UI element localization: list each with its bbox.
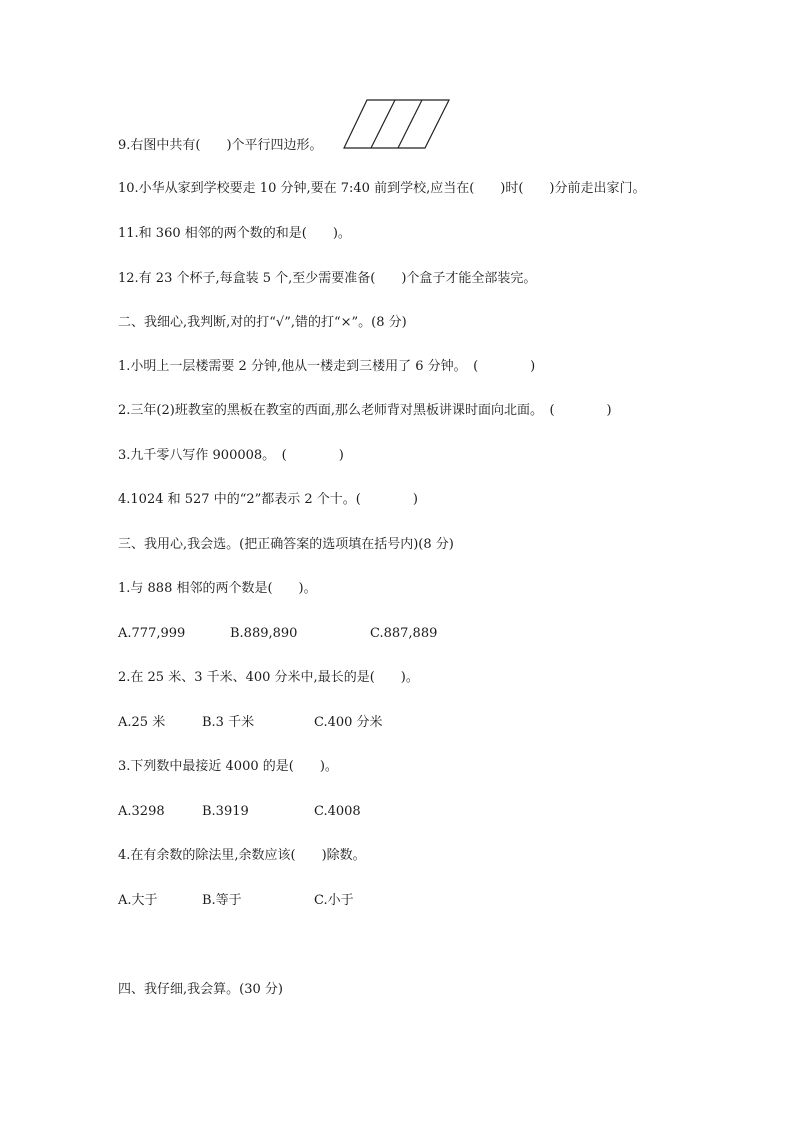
question-12: 12.有 23 个杯子,每盒装 5 个,至少需要准备( )个盒子才能全部装完。 bbox=[118, 271, 537, 286]
question-10: 10.小华从家到学校要走 10 分钟,要在 7:40 前到学校,应当在( )时( )分前走出家门。 bbox=[118, 181, 646, 196]
judge-question-1: 1.小明上一层楼需要 2 分钟,他从一楼走到三楼用了 6 分钟。 ( ) bbox=[118, 359, 536, 374]
option-c: C.4008 bbox=[314, 804, 361, 819]
option-a: A.大于 bbox=[118, 893, 158, 908]
question-9: 9.右图中共有( )个平行四边形。 bbox=[118, 138, 323, 153]
section-3-heading: 三、我用心,我会选。(把正确答案的选项填在括号内)(8 分) bbox=[118, 537, 454, 552]
choice-question-2: 2.在 25 米、3 千米、400 分米中,最长的是( )。 bbox=[118, 670, 419, 685]
parallelograms-figure bbox=[343, 99, 451, 151]
choice-question-3: 3.下列数中最接近 4000 的是( )。 bbox=[118, 759, 338, 774]
option-b: B.3 千米 bbox=[202, 715, 255, 730]
option-a: A.777,999 bbox=[118, 626, 186, 641]
judge-question-2: 2.三年(2)班教室的黑板在教室的西面,那么老师背对黑板讲课时面向北面。 ( ) bbox=[118, 403, 612, 418]
option-b: B.等于 bbox=[202, 893, 242, 908]
question-11: 11.和 360 相邻的两个数的和是( )。 bbox=[118, 226, 351, 241]
option-c: C.887,889 bbox=[370, 626, 438, 641]
choice-options-4 bbox=[118, 892, 354, 964]
judge-question-3: 3.九千零八写作 900008。 ( ) bbox=[118, 448, 344, 463]
option-c: C.小于 bbox=[314, 893, 354, 908]
option-b: B.889,890 bbox=[230, 626, 298, 641]
choice-question-1: 1.与 888 相邻的两个数是( )。 bbox=[118, 581, 317, 596]
option-a: A.25 米 bbox=[118, 715, 166, 730]
option-c: C.400 分米 bbox=[314, 715, 383, 730]
option-a: A.3298 bbox=[118, 804, 165, 819]
option-b: B.3919 bbox=[202, 804, 249, 819]
section-2-heading: 二、我细心,我判断,对的打“√”,错的打“×”。(8 分) bbox=[118, 315, 407, 330]
judge-question-4: 4.1024 和 527 中的“2”都表示 2 个十。( ) bbox=[118, 492, 418, 507]
section-4-heading: 四、我仔细,我会算。(30 分) bbox=[118, 982, 283, 997]
choice-question-4: 4.在有余数的除法里,余数应该( )除数。 bbox=[118, 848, 366, 863]
